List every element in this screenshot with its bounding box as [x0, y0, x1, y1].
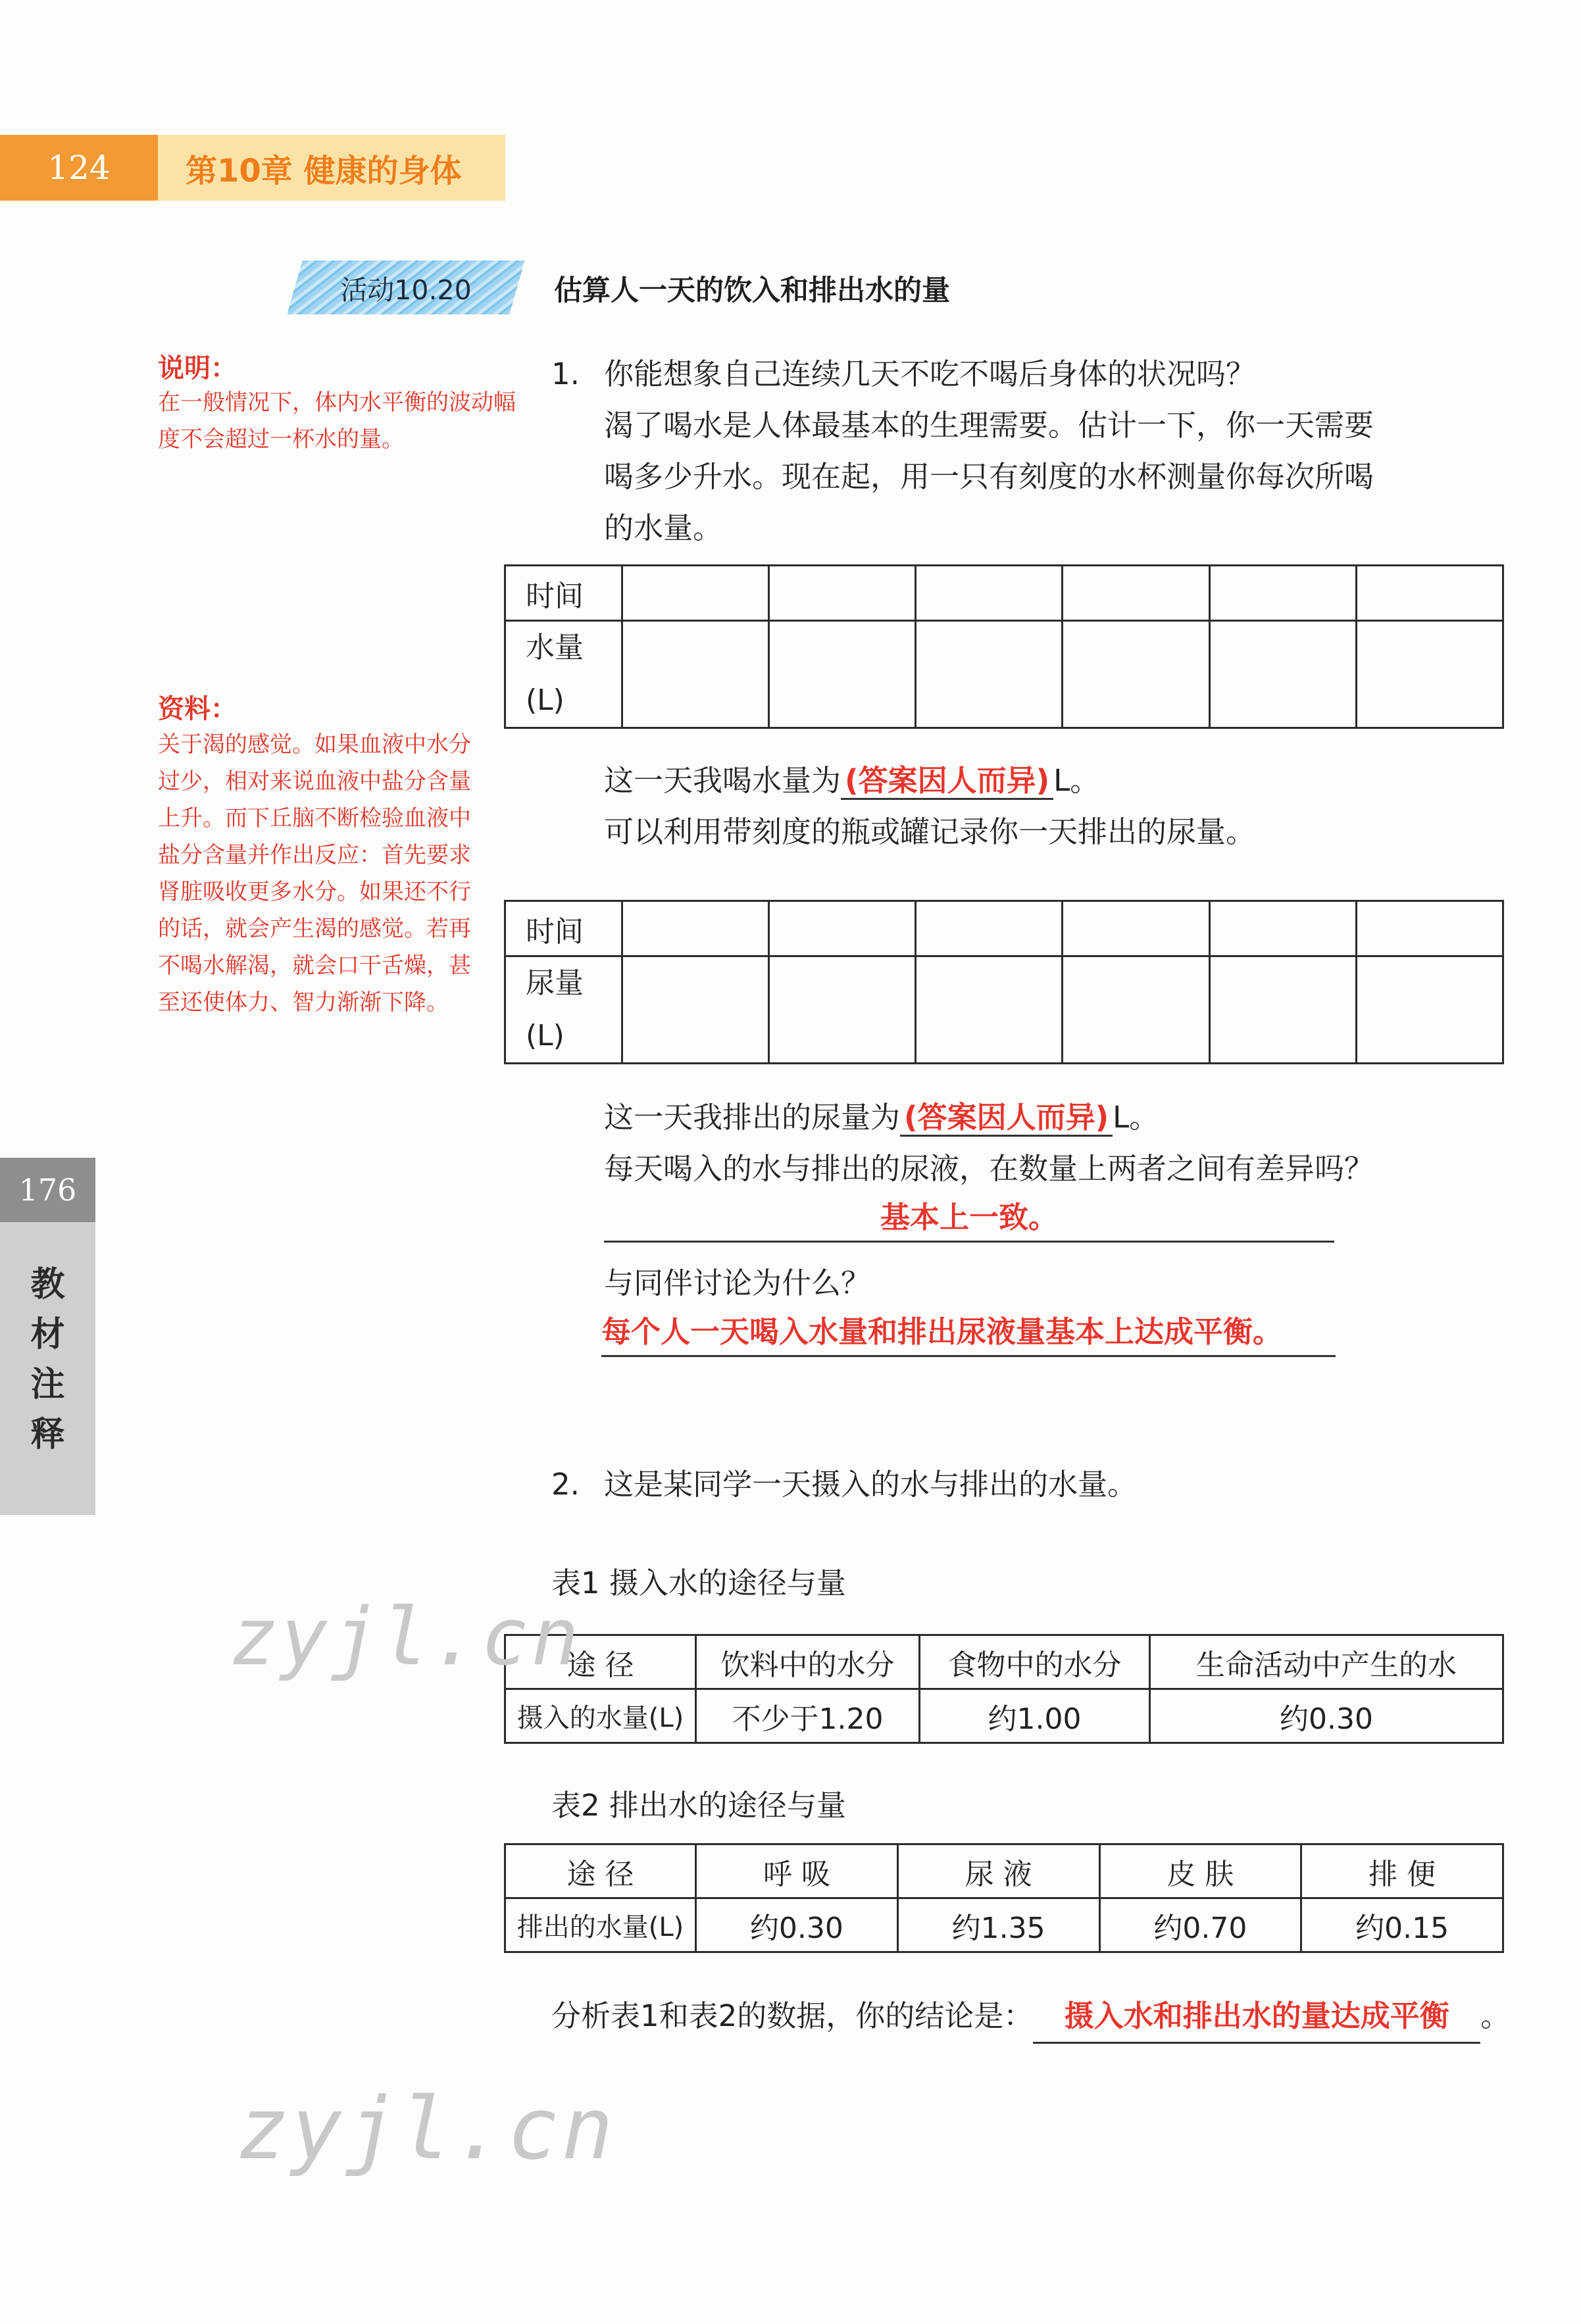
table-cell[interactable]	[769, 956, 916, 1064]
q1-text	[604, 349, 1479, 554]
diff-question: 每天喝入的水与排出的尿液，在数量上两者之间有差异吗？	[604, 1151, 1374, 1186]
intake-value: 约1.00	[920, 1689, 1150, 1743]
urine-answer[interactable]: (答案因人而异)	[900, 1100, 1113, 1137]
ref-heading: 资料：	[158, 694, 237, 724]
table-cell[interactable]	[916, 566, 1063, 621]
urine-sentence	[604, 1092, 1159, 1143]
table-label-time: 时间	[505, 566, 622, 621]
note-text: 在一般情况下，体内水平衡的波动幅度不会超过一杯水的量。	[158, 389, 516, 453]
table-cell[interactable]	[622, 901, 769, 956]
margin-label	[0, 1260, 95, 1460]
output-header: 尿 液	[897, 1844, 1099, 1898]
margin-char: 注	[30, 1365, 65, 1404]
table2-caption: 表2 排出水的途径与量	[551, 1788, 846, 1823]
output-value: 约1.35	[897, 1898, 1099, 1952]
intake-header: 途 径	[505, 1635, 696, 1689]
intake-header: 食物中的水分	[920, 1635, 1150, 1689]
table-cell[interactable]	[1063, 956, 1209, 1064]
q1-line: 渴了喝水是人体最基本的生理需要。估计一下，你一天需要	[604, 408, 1374, 443]
drink-answer[interactable]: (答案因人而异)	[841, 763, 1053, 800]
table-cell[interactable]	[1209, 566, 1356, 621]
margin-char: 材	[30, 1315, 65, 1354]
table-cell[interactable]	[622, 956, 769, 1064]
urine-intro: 可以利用带刻度的瓶或罐记录你一天排出的尿量。	[604, 814, 1256, 849]
conclusion-sentence	[551, 1990, 1510, 2044]
output-header: 皮 肤	[1099, 1844, 1301, 1898]
intake-value: 不少于1.20	[696, 1689, 920, 1743]
table-cell[interactable]	[1209, 956, 1356, 1064]
q2-text: 这是某同学一天摄入的水与排出的水量。	[604, 1467, 1138, 1502]
table-cell[interactable]	[916, 956, 1063, 1064]
chapter-title: 第10章 健康的身体	[158, 135, 505, 201]
conclusion-suffix: 。	[1480, 1998, 1511, 2033]
output-row-label: 排出的水量(L)	[505, 1898, 696, 1952]
table-label-volume	[505, 621, 622, 728]
table-cell[interactable]	[622, 621, 769, 728]
output-header: 呼 吸	[696, 1844, 898, 1898]
intake-header: 饮料中的水分	[696, 1635, 920, 1689]
q1-line: 你能想象自己连续几天不吃不喝后身体的状况吗？	[604, 357, 1256, 391]
intake-table	[504, 1634, 1504, 1744]
output-value: 约0.15	[1301, 1898, 1503, 1952]
urine-prefix: 这一天我排出的尿量为	[604, 1100, 901, 1135]
label-line: 尿量	[526, 966, 584, 1000]
table-label-time: 时间	[505, 901, 622, 956]
ref-text: 关于渴的感觉。如果血液中水分过少，相对来说血液中盐分含量上升。而下丘脑不断检验血液中盐分含量并作出反应：首先要求肾脏吸收更多水分。如果还不行的话，就会产生渴的感觉。若再不喝水解渴，就会口干舌燥，甚至还使体力、智力渐渐下降。	[158, 731, 471, 1016]
table-cell[interactable]	[1356, 621, 1503, 728]
why-question: 与同伴讨论为什么？	[604, 1266, 871, 1300]
conclusion-prefix: 分析表1和表2的数据，你的结论是：	[551, 1998, 1034, 2033]
urine-suffix: L。	[1113, 1100, 1159, 1135]
why-answer[interactable]: 每个人一天喝入水量和排出尿液量基本上达成平衡。	[601, 1309, 1336, 1357]
output-value: 约0.30	[696, 1898, 898, 1952]
q1-line: 的水量。	[604, 510, 723, 545]
table-cell[interactable]	[769, 566, 916, 621]
table-cell[interactable]	[1356, 956, 1503, 1064]
table-cell[interactable]	[916, 901, 1063, 956]
table-cell[interactable]	[622, 566, 769, 621]
urine-record-table	[504, 900, 1504, 1064]
q1-number: 1.	[551, 357, 580, 391]
activity-badge: 活动10.20	[340, 274, 472, 306]
drink-suffix: L。	[1053, 763, 1100, 798]
table-cell[interactable]	[1063, 901, 1209, 956]
q1-line: 喝多少升水。现在起，用一只有刻度的水杯测量你每次所喝	[604, 459, 1374, 494]
table-cell[interactable]	[769, 621, 916, 728]
label-line: 水量	[526, 631, 584, 664]
margin-char: 释	[30, 1415, 65, 1454]
margin-char: 教	[30, 1265, 65, 1304]
table-cell[interactable]	[1209, 621, 1356, 728]
output-header: 途 径	[505, 1844, 696, 1898]
output-value: 约0.70	[1099, 1898, 1301, 1952]
output-table	[504, 1843, 1504, 1953]
q2-number: 2.	[551, 1467, 580, 1502]
diff-answer[interactable]: 基本上一致。	[604, 1195, 1334, 1243]
watermark: zyjl.cn	[230, 1592, 582, 1683]
table-cell[interactable]	[1356, 901, 1503, 956]
margin-page-number: 176	[0, 1158, 95, 1222]
drink-record-table	[504, 564, 1504, 729]
drink-sentence	[604, 755, 1099, 806]
table1-caption: 表1 摄入水的途径与量	[551, 1566, 846, 1600]
output-header: 排 便	[1301, 1844, 1503, 1898]
table-cell[interactable]	[769, 901, 916, 956]
drink-prefix: 这一天我喝水量为	[604, 763, 841, 798]
intake-row-label: 摄入的水量(L)	[505, 1689, 696, 1743]
table-cell[interactable]	[1063, 621, 1209, 728]
intake-value: 约0.30	[1150, 1689, 1503, 1743]
label-line: (L)	[526, 683, 565, 717]
page-number: 124	[0, 135, 158, 201]
conclusion-answer[interactable]: 摄入水和排出水的量达成平衡	[1033, 1990, 1480, 2044]
watermark: zyjl.cn	[237, 2079, 616, 2179]
table-cell[interactable]	[916, 621, 1063, 728]
table-cell[interactable]	[1356, 566, 1503, 621]
intake-header: 生命活动中产生的水	[1150, 1635, 1503, 1689]
note-heading: 说明：	[158, 353, 237, 383]
table-label-urine	[505, 956, 622, 1064]
table-cell[interactable]	[1063, 566, 1209, 621]
table-cell[interactable]	[1209, 901, 1356, 956]
label-line: (L)	[526, 1019, 565, 1052]
activity-title: 估算人一天的饮入和排出水的量	[554, 274, 950, 307]
